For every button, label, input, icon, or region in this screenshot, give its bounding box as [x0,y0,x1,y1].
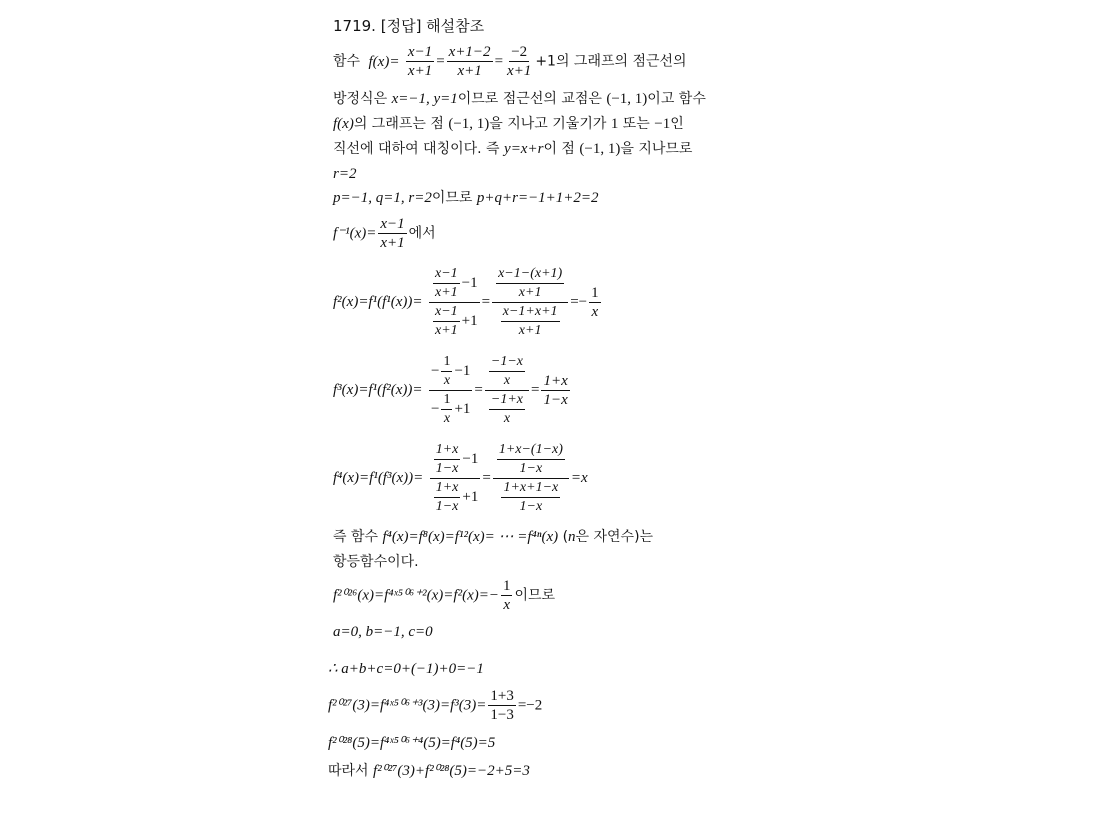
math-part: = [494,53,504,70]
math-part: 이므로 점근선의 교점은 [457,91,602,107]
math-part: 이 점 [543,141,575,157]
math-part [430,442,481,479]
math-part: 1+x [543,372,568,389]
math-part: n [568,529,576,545]
math-part [493,442,569,479]
math-part: x+1 [434,284,458,300]
math-part: x+1 [507,63,532,79]
math-part: 1−x [519,460,543,476]
problem-header [333,17,484,35]
fraction [501,578,513,613]
math-part [429,354,472,391]
text: +1의 그래프의 점근선의 [535,53,687,70]
fraction [541,373,569,408]
math-part: 을 지나고 기울기가 [489,116,607,132]
math-part: = [474,382,483,398]
math-part: x [443,372,451,388]
math-part [492,266,568,303]
math-part: 또는 [622,116,650,132]
math-part: 1−x [435,498,459,514]
math-part: − [430,400,440,417]
math-part: 1+x [434,442,461,460]
math-part [429,303,480,339]
math-part: 1−x [435,460,459,476]
fraction [488,688,515,723]
fraction [489,392,525,427]
line-6 [333,189,599,207]
math-part: x [503,597,511,613]
math-part: 1 [441,392,452,410]
math-part: 1+x+1−x [501,480,560,498]
math-part: 에서 [408,225,436,242]
line-7 [333,216,436,251]
math-part: = [482,470,491,486]
fraction [441,354,452,389]
line-14 [328,734,495,752]
fraction [441,392,452,427]
math-part: = [481,294,491,310]
math-part: 이므로 [431,190,473,206]
math-part [485,354,529,391]
text: 함수 [333,53,361,70]
math-part: −1 [454,362,471,379]
fraction [433,266,460,301]
math-part: p+q+r=−1+1+2=2 [476,190,599,206]
f3-equation [333,350,572,430]
math-part: f²⁰²⁶(x)=f⁴ˣ⁵⁰⁶⁺²(x)=f²(x)=− [333,587,499,604]
line-15 [328,762,530,780]
math-part [429,391,472,427]
math-part: f²(x)=f¹(f¹(x))= [333,294,423,310]
math-part: ( [562,529,569,545]
math-part: 의 그래프는 점 [353,116,444,132]
fraction [429,266,480,339]
line-3 [333,115,684,133]
math-part: p=−1, q=1, r=2 [333,190,432,206]
math-part: f⁻¹(x)= [333,225,377,242]
math-part: x [443,410,451,426]
math-part: =− [570,294,588,310]
math-part: 인 [670,116,684,132]
fraction [505,44,533,79]
math-part: (−1, 1) [448,116,490,132]
math-part: −1 [654,116,671,132]
math-part: =−2 [517,697,543,714]
math-part: =x [570,470,588,486]
math-part: +1 [461,312,478,329]
math-part: x−1 [433,304,460,322]
fraction [429,354,472,427]
fraction [496,266,564,301]
math-part: x+1−2 [448,44,491,60]
math-part: −1 [461,274,478,291]
line-4 [333,140,692,158]
math-part: 1+x [434,480,461,498]
math-part: −1 [462,450,479,467]
math-part: −2 [511,44,528,60]
math-part: ∴ a+b+c=0+(−1)+0=−1 [328,661,484,677]
fraction [589,285,601,320]
math-part: 1 [441,354,452,372]
line-2 [333,90,706,108]
math-part: +1 [462,488,479,505]
fraction [434,480,461,515]
math-part: x [503,410,511,426]
math-part: 1+x−(1−x) [497,442,565,460]
fraction [493,442,569,515]
problem-number: 1719. [333,17,376,35]
fraction [447,44,493,79]
math-part: −1+x [489,392,525,410]
math-part [485,391,529,427]
line-10 [333,578,555,613]
f4-equation [333,438,588,518]
math-part: x−1+x+1 [501,304,560,322]
math-part: x [503,372,511,388]
math-part: 따라서 [328,763,369,779]
math-part: x=−1, y=1 [391,91,458,107]
fraction [501,304,560,339]
fraction [489,354,525,389]
fraction [433,304,460,339]
math-part [430,479,481,515]
answer-label: [정답] 해설참조 [380,17,485,35]
math-part: x−1 [407,44,433,60]
math-part: f⁴(x)=f⁸(x)=f¹²(x)= ⋯ =f⁴ⁿ(x) [382,529,559,545]
math-part: f(x) [333,116,354,132]
math-part: x−1−(x+1) [496,266,564,284]
fraction [430,442,481,515]
math-part: f²⁰²⁷(3)=f⁴ˣ⁵⁰⁶⁺³(3)=f³(3)= [328,697,487,714]
math-part: (−1, 1) [606,91,648,107]
fraction [485,354,529,427]
math-part: x+1 [518,284,542,300]
math-part: (−1, 1) [579,141,621,157]
math-part: +1 [454,400,471,417]
math-part: f²⁰²⁸(5)=f⁴ˣ⁵⁰⁶⁺⁴(5)=f⁴(5)=5 [328,735,496,751]
math-part: 1 [502,578,511,594]
fraction [497,442,565,477]
math-part: 1−x [543,391,568,408]
math-part: f²⁰²⁷(3)+f²⁰²⁸(5)=−2+5=3 [373,763,530,779]
math-part: −1−x [489,354,525,372]
math-part: x−1 [433,266,460,284]
math-part: a=0, b=−1, c=0 [333,624,433,640]
math-part: 항등함수이다. [333,554,419,570]
fraction [492,266,568,339]
line-12 [328,660,484,678]
math-part [429,266,480,303]
line-11 [333,623,433,641]
line-9 [333,553,419,571]
math-part: 1−x [519,498,543,514]
math-part: x+1 [380,235,405,251]
math-part: x [591,303,599,320]
math-part: = [436,53,445,70]
line-13 [328,688,542,723]
math-part: x+1 [518,322,542,338]
math: f(x)= [368,53,400,70]
math-part: y=x+r [504,141,544,157]
line-1 [333,44,687,79]
f2-equation [333,262,603,342]
math-part: f⁴(x)=f¹(f³(x))= [333,470,424,486]
math-part: x+1 [434,322,458,338]
math-part: x−1 [380,216,405,232]
math-part: r=2 [333,166,357,182]
math-part: 즉 함수 [333,529,379,545]
math-part: 은 자연수)는 [575,529,654,545]
fraction [378,216,406,251]
math-part: = [531,382,540,398]
math-part: 을 지나므로 [620,141,693,157]
line-8 [333,528,653,546]
math-part: x+1 [407,63,433,79]
math-part: 1 [591,284,599,301]
math-part: f³(x)=f¹(f²(x))= [333,382,423,398]
math-part [497,479,564,515]
math-part: 이므로 [514,587,556,604]
math-part [497,303,564,339]
fraction [406,44,434,79]
line-5 [333,165,356,183]
fraction [434,442,461,477]
math-part: 1−3 [490,707,514,723]
math-part: 직선에 대하여 대칭이다. 즉 [333,141,500,157]
math-part: 방정식은 [333,91,388,107]
fraction [501,480,560,515]
math-part: 1 [610,116,619,132]
math-part: 1+3 [490,688,514,704]
math-part: 이고 함수 [647,91,706,107]
math-part: x+1 [457,63,482,79]
math-part: − [430,362,440,379]
